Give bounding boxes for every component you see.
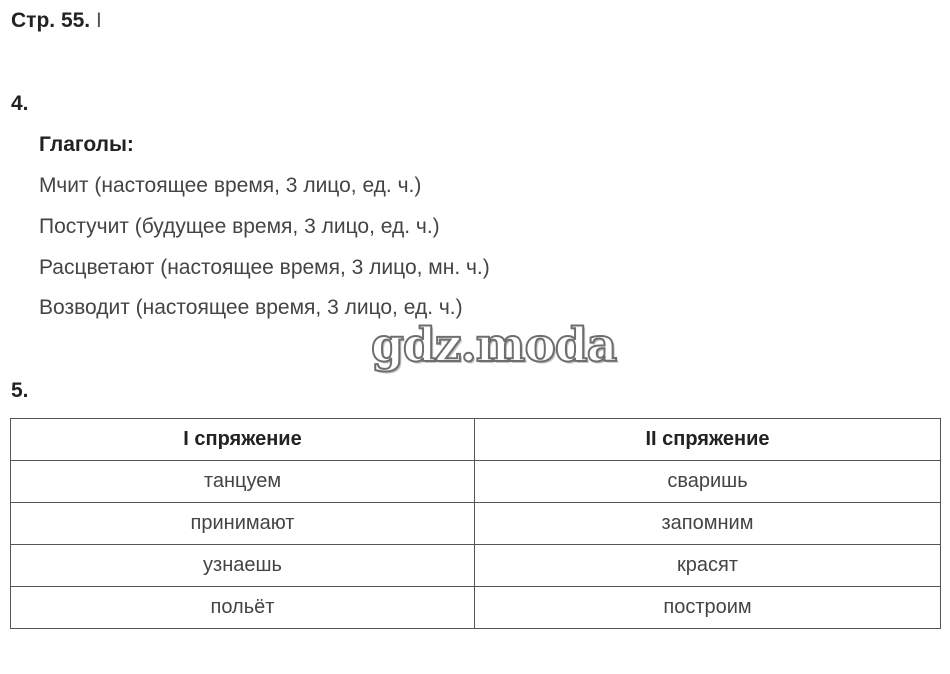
table-cell: польёт bbox=[11, 587, 475, 629]
verb-line: Мчит (настоящее время, 3 лицо, ед. ч.) bbox=[39, 174, 422, 197]
page-header bbox=[11, 9, 102, 33]
page-title: Стр. 55. bbox=[11, 9, 91, 32]
header-first-conjugation: I спряжение bbox=[11, 419, 475, 461]
verb-line: Расцветают (настоящее время, 3 лицо, мн. ч.) bbox=[39, 256, 490, 279]
watermark-logo: gdz.moda bbox=[371, 318, 617, 373]
table-row bbox=[11, 545, 941, 587]
table-cell: построим bbox=[475, 587, 941, 629]
table-cell: узнаешь bbox=[11, 545, 475, 587]
table-cell: красят bbox=[475, 545, 941, 587]
task-5-number: 5. bbox=[11, 379, 29, 402]
header-second-conjugation: II спряжение bbox=[475, 419, 941, 461]
verb-line: Возводит (настоящее время, 3 лицо, ед. ч.) bbox=[39, 296, 463, 319]
table-row bbox=[11, 461, 941, 503]
verb-line: Постучит (будущее время, 3 лицо, ед. ч.) bbox=[39, 215, 440, 238]
table-cell: принимают bbox=[11, 503, 475, 545]
table-cell: запомним bbox=[475, 503, 941, 545]
task-4-number: 4. bbox=[11, 92, 29, 115]
table-header-row bbox=[11, 419, 941, 461]
table-cell: танцуем bbox=[11, 461, 475, 503]
conjugation-table bbox=[10, 418, 941, 629]
verbs-heading: Глаголы: bbox=[39, 133, 134, 156]
table-row bbox=[11, 503, 941, 545]
page-marker: I bbox=[95, 9, 102, 32]
table-row bbox=[11, 587, 941, 629]
table-cell: сваришь bbox=[475, 461, 941, 503]
